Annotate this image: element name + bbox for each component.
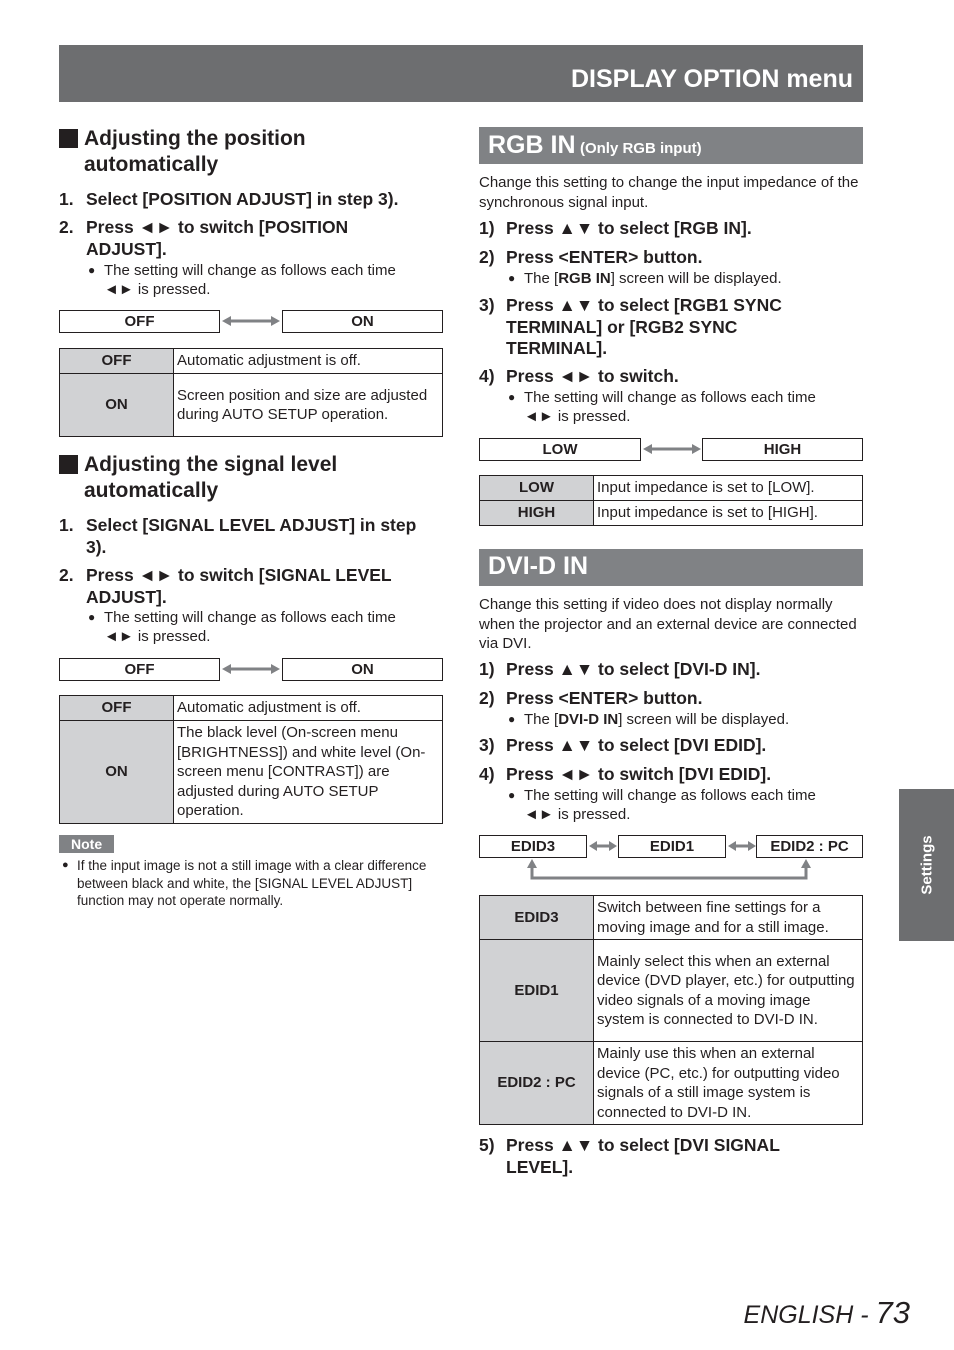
option-desc: Input impedance is set to [HIGH].	[594, 501, 863, 526]
side-tab-label: Settings	[918, 835, 935, 895]
flow-option: ON	[282, 310, 443, 333]
heading-line: automatically	[84, 479, 219, 502]
step-text: Press ◄► to switch [DVI EDID].	[506, 764, 772, 784]
bullet-bold: DVI-D IN	[558, 711, 619, 728]
step-item	[479, 218, 863, 240]
step-text: Press ◄► to switch [SIGNAL LEVEL ADJUST].	[86, 565, 392, 607]
heading-line: Adjusting the signal level	[84, 453, 338, 476]
bullet-bold: RGB IN	[558, 270, 611, 287]
side-tab-settings	[899, 789, 954, 941]
bullet-note: ● The setting will change as follows each time ◄► is pressed.	[88, 608, 428, 646]
option-key: ON	[60, 374, 174, 437]
step-number: 2)	[479, 688, 495, 708]
section-title-rgb-in	[479, 127, 863, 164]
option-desc: Mainly select this when an external device (DVD player, etc.) for outputting video signals of a moving image system is connected to DVI-D IN.	[594, 940, 863, 1042]
step-text: Press ◄► to switch [POSITION ADJUST].	[86, 217, 349, 259]
intro-text: Change this setting to change the input impedance of the synchronous signal input.	[479, 174, 859, 211]
flow-option: EDID3	[479, 835, 587, 858]
double-arrow-icon	[728, 839, 756, 853]
bullet-note: ● The setting will change as follows each time ◄► is pressed.	[508, 388, 848, 426]
option-desc: The black level (On-screen menu [BRIGHTNESS]) and white level (On-screen menu [CONTRAST]) are adjusted during AUTO SETUP operation.	[174, 721, 443, 824]
option-key: EDID1	[480, 940, 594, 1042]
page-number: 73	[875, 1295, 910, 1330]
step-item	[479, 764, 863, 786]
step-number: 5)	[479, 1135, 495, 1155]
intro-text: Change this setting if video does not display normally when the projector and an external device are connected via DVI.	[479, 596, 857, 652]
section-heading-signal	[59, 452, 337, 504]
bullet-note: ● The setting will change as follows each time ◄► is pressed.	[508, 786, 848, 824]
step-text: Press <ENTER> button.	[506, 247, 703, 267]
step-text: Press ▲▼ to select [DVI EDID].	[506, 735, 767, 755]
table-row	[480, 896, 863, 940]
flow-option: LOW	[479, 438, 641, 461]
options-table-signal	[59, 695, 443, 824]
double-arrow-icon	[589, 839, 617, 853]
page-footer	[744, 1295, 910, 1331]
option-desc: Automatic adjustment is off.	[174, 349, 443, 374]
step-text: Select [POSITION ADJUST] in step 3).	[86, 189, 399, 209]
option-key: HIGH	[480, 501, 594, 526]
option-desc: Input impedance is set to [LOW].	[594, 476, 863, 501]
step-text: Press ▲▼ to select [RGB IN].	[506, 218, 752, 238]
options-table-position	[59, 348, 443, 437]
table-row	[480, 940, 863, 1042]
page-title: DISPLAY OPTION menu	[570, 65, 853, 93]
double-arrow-icon	[643, 442, 701, 456]
table-row	[60, 349, 443, 374]
step-number: 2.	[59, 565, 74, 585]
option-key: LOW	[480, 476, 594, 501]
step-number: 4)	[479, 764, 495, 784]
step-item	[479, 1135, 829, 1178]
option-desc: Mainly use this when an external device (PC, etc.) for outputting video signals of a still image system is connected to DVI-D IN.	[594, 1042, 863, 1125]
heading-line: Adjusting the position	[84, 127, 306, 150]
option-key: ON	[60, 721, 174, 824]
flow-diagram-position	[59, 310, 443, 333]
step-text: Press ▲▼ to select [DVI-D IN].	[506, 659, 761, 679]
flow-diagram-signal	[59, 658, 443, 681]
bullet-text: ] screen will be displayed.	[610, 270, 782, 287]
step-number: 1)	[479, 659, 495, 679]
options-table-rgb	[479, 475, 863, 526]
section-title-text: RGB IN	[488, 131, 576, 159]
options-table-dvi	[479, 895, 863, 1125]
step-number: 2)	[479, 247, 495, 267]
note-label: Note	[59, 835, 114, 853]
section-subtitle: (Only RGB input)	[579, 140, 702, 157]
step-item	[479, 735, 863, 757]
step-item	[59, 189, 443, 211]
step-number: 1.	[59, 515, 74, 535]
option-key: EDID3	[480, 896, 594, 940]
table-row	[480, 476, 863, 501]
bullet-text: ] screen will be displayed.	[618, 711, 790, 728]
step-number: 3)	[479, 295, 495, 315]
section-marker-icon	[59, 455, 78, 474]
heading-line: automatically	[84, 153, 219, 176]
section-heading-position	[59, 126, 306, 178]
step-number: 4)	[479, 366, 495, 386]
table-row	[60, 696, 443, 721]
flow-option: OFF	[59, 658, 220, 681]
step-text: Select [SIGNAL LEVEL ADJUST] in step 3).	[86, 515, 417, 557]
page-header	[59, 45, 863, 102]
step-item	[479, 659, 863, 681]
step-text: Press ◄► to switch.	[506, 366, 679, 386]
bullet-text: The [	[524, 270, 559, 287]
step-item	[479, 688, 863, 710]
flow-option: EDID1	[618, 835, 726, 858]
step-text: Press ▲▼ to select [RGB1 SYNC TERMINAL] or [RGB2 SYNC TERMINAL].	[506, 295, 782, 358]
step-text: Press ▲▼ to select [DVI SIGNAL LEVEL].	[506, 1135, 780, 1177]
step-text: Press <ENTER> button.	[506, 688, 703, 708]
option-desc: Screen position and size are adjusted during AUTO SETUP operation.	[174, 374, 443, 437]
section-title-dvi-d-in: DVI-D IN	[479, 549, 863, 586]
section-marker-icon	[59, 129, 78, 148]
option-key: OFF	[60, 696, 174, 721]
step-number: 2.	[59, 217, 74, 237]
step-item	[59, 217, 399, 260]
step-item	[59, 565, 443, 608]
table-row	[480, 1042, 863, 1125]
flow-option: OFF	[59, 310, 220, 333]
step-number: 1.	[59, 189, 74, 209]
option-desc: Switch between fine settings for a moving image and for a still image.	[594, 896, 863, 940]
step-number: 1)	[479, 218, 495, 238]
table-row	[60, 374, 443, 437]
option-key: OFF	[60, 349, 174, 374]
bullet-note	[508, 269, 863, 288]
flow-option: EDID2 : PC	[756, 835, 863, 858]
flow-diagram-dvi	[479, 835, 863, 883]
step-item	[479, 295, 829, 360]
step-item	[479, 247, 863, 269]
option-key: EDID2 : PC	[480, 1042, 594, 1125]
step-number: 3)	[479, 735, 495, 755]
table-row	[60, 721, 443, 824]
bullet-text: The [	[524, 711, 559, 728]
loop-arrow-icon	[519, 859, 819, 883]
bullet-note	[508, 710, 863, 729]
table-row	[480, 501, 863, 526]
option-desc: Automatic adjustment is off.	[174, 696, 443, 721]
step-item	[59, 515, 419, 558]
step-item	[479, 366, 863, 388]
double-arrow-icon	[222, 314, 280, 328]
note-text: ● If the input image is not a still image with a clear difference between black and white, the [SIGNAL LEVEL ADJUST] function may not operate normally.	[59, 857, 443, 910]
bullet-note: ● The setting will change as follows each time ◄► is pressed.	[88, 261, 428, 299]
flow-diagram-rgb	[479, 438, 863, 461]
flow-option: HIGH	[702, 438, 863, 461]
double-arrow-icon	[222, 662, 280, 676]
flow-option: ON	[282, 658, 443, 681]
footer-language: ENGLISH -	[743, 1301, 876, 1329]
